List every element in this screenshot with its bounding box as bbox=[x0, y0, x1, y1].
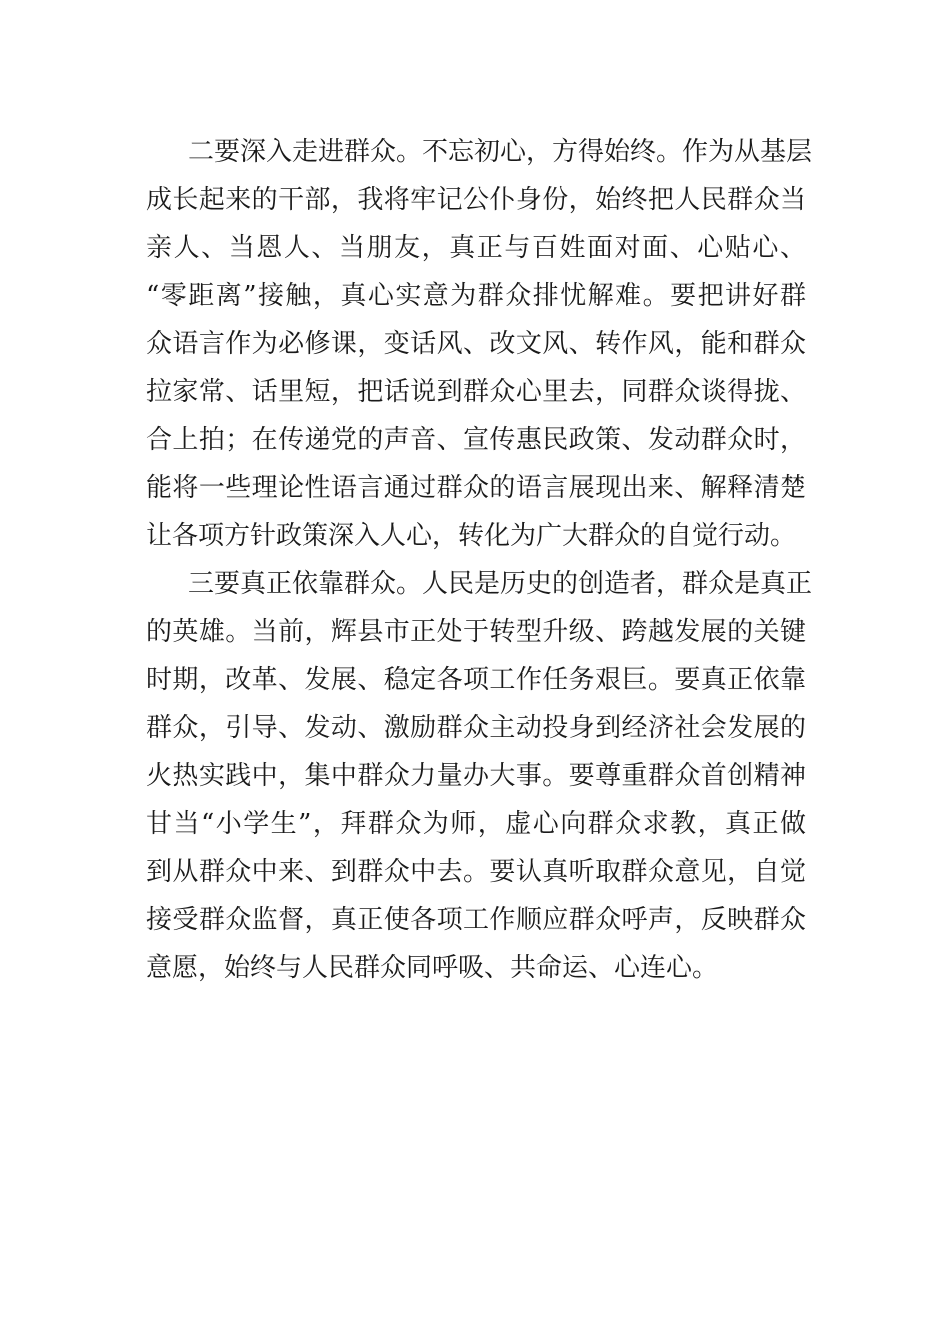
paragraph-line: 二要深入走进群众。不忘初心，方得始终。作为从基层 bbox=[188, 137, 813, 167]
paragraph-line: 让各项方针政策深入人心，转化为广大群众的自觉行动。 bbox=[146, 521, 797, 551]
paragraph-line: 众语言作为必修课，变话风、改文风、转作风，能和群众 bbox=[146, 329, 806, 359]
paragraph-line: 甘当“小学生”，拜群众为师，虚心向群众求教，真正做 bbox=[146, 809, 806, 839]
paragraph-line: 火热实践中，集中群众力量办大事。要尊重群众首创精神 bbox=[146, 761, 806, 791]
paragraph-line: 亲人、当恩人、当朋友，真正与百姓面对面、心贴心、 bbox=[146, 233, 806, 263]
paragraph-line: 能将一些理论性语言通过群众的语言展现出来、解释清楚 bbox=[146, 473, 806, 503]
paragraph-line: 群众，引导、发动、激励群众主动投身到经济社会发展的 bbox=[146, 713, 806, 743]
paragraph-line: 拉家常、话里短，把话说到群众心里去，同群众谈得拢、 bbox=[146, 377, 806, 407]
paragraph-line: 的英雄。当前，辉县市正处于转型升级、跨越发展的关键 bbox=[146, 617, 806, 647]
paragraph-line: 成长起来的干部，我将牢记公仆身份，始终把人民群众当 bbox=[146, 185, 806, 215]
paragraph-line: 到从群众中来、到群众中去。要认真听取群众意见，自觉 bbox=[146, 857, 806, 887]
paragraph-line: 时期，改革、发展、稳定各项工作任务艰巨。要真正依靠 bbox=[146, 665, 806, 695]
paragraph-line: 三要真正依靠群众。人民是历史的创造者，群众是真正 bbox=[188, 569, 813, 599]
paragraph-line: 意愿，始终与人民群众同呼吸、共命运、心连心。 bbox=[146, 953, 719, 983]
paragraph-line: “零距离”接触，真心实意为群众排忧解难。要把讲好群 bbox=[146, 281, 806, 311]
paragraph-line: 合上拍；在传递党的声音、宣传惠民政策、发动群众时， bbox=[146, 425, 806, 455]
paragraph-line: 接受群众监督，真正使各项工作顺应群众呼声，反映群众 bbox=[146, 905, 806, 935]
